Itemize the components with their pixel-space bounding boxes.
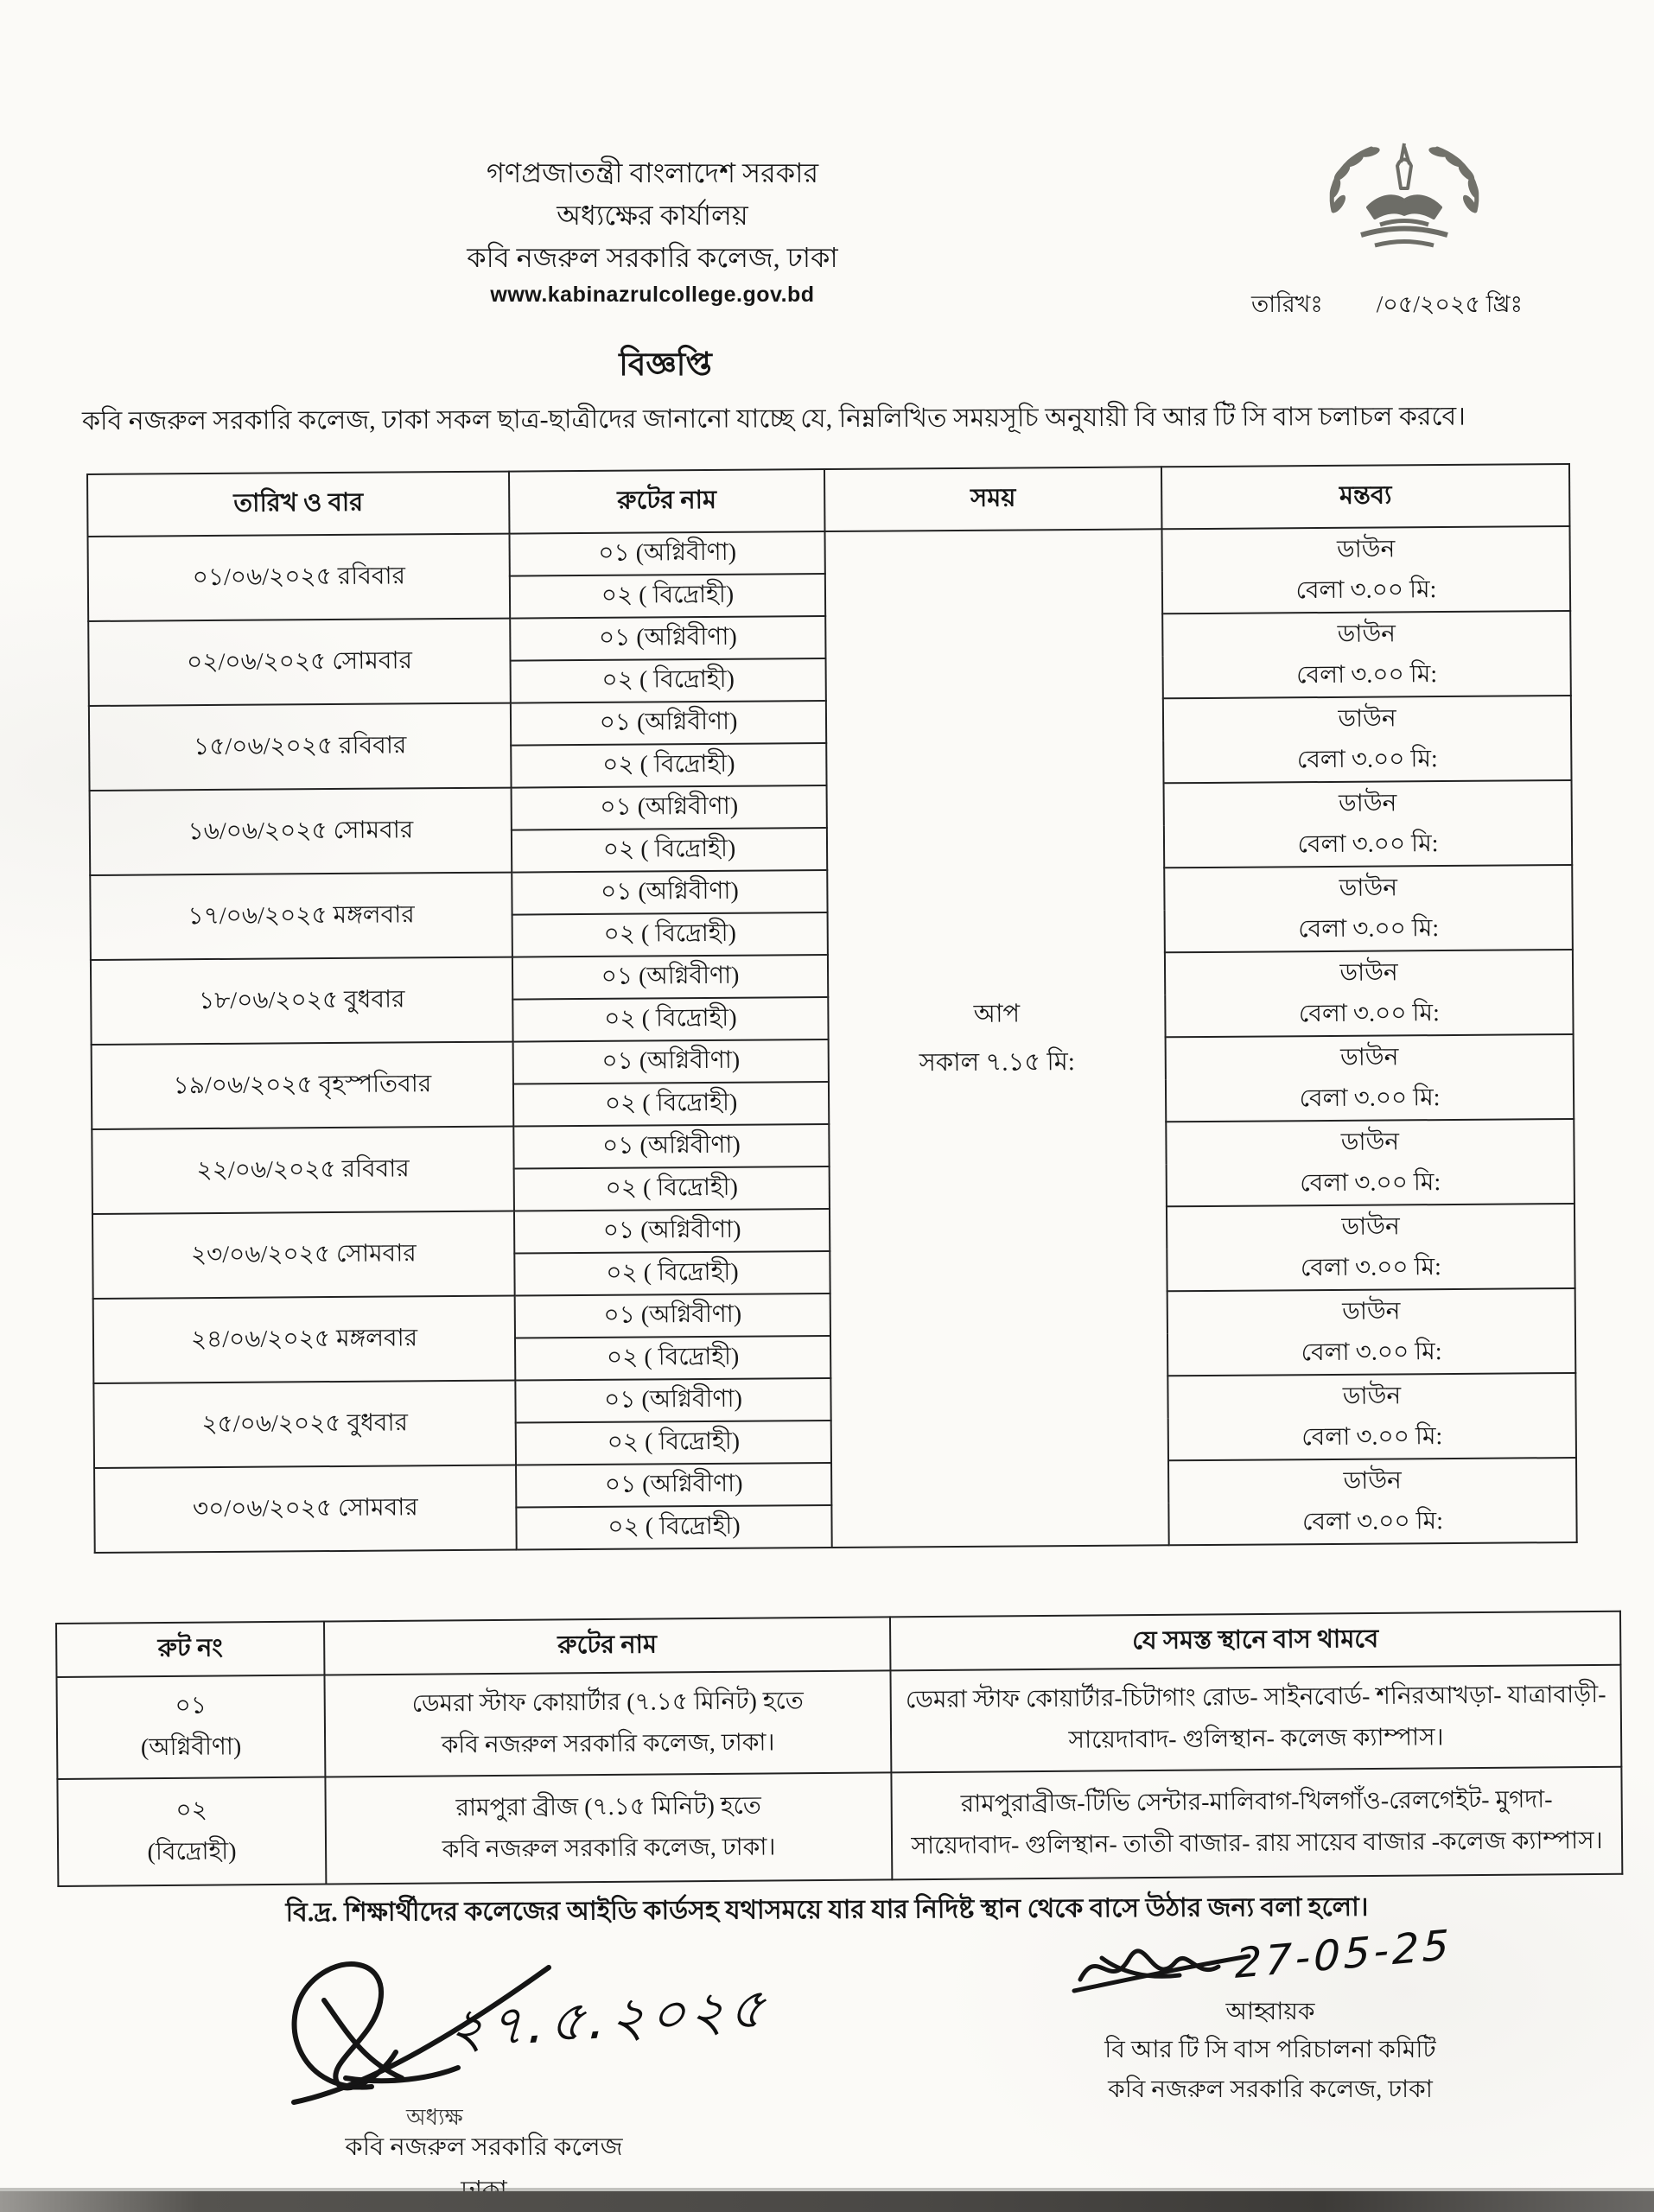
college-emblem-logo: [1301, 128, 1508, 257]
route-no-name: (অগ্নিবীণা): [140, 1733, 242, 1762]
remark-direction: ডাউন: [1342, 1382, 1402, 1410]
col-header-route-no: রুট নং: [56, 1622, 324, 1677]
remark-cell: [1168, 1458, 1577, 1545]
date-cell: ১৫/০৬/২০২৫ রবিবার: [89, 703, 512, 791]
col-header-route-name: রুটের নাম: [324, 1617, 890, 1675]
remark-cell: [1164, 865, 1573, 952]
date-cell: ২৪/০৬/২০২৫ মঙ্গলবার: [93, 1296, 516, 1383]
remark-cell: [1161, 526, 1570, 613]
remark-time: বেলা ৩.০০ মি:: [1297, 830, 1439, 859]
route-cell: ০১ (অগ্নিবীণা): [512, 955, 828, 1000]
route-cell: ০২ ( বিদ্রোহী): [510, 574, 825, 619]
route-cell: ০১ (অগ্নিবীণা): [515, 1294, 830, 1338]
convener-role-label: আহ্বায়ক: [1225, 1999, 1315, 2025]
route-cell: ০২ ( বিদ্রোহী): [514, 1251, 830, 1296]
route-cell: ০২ ( বিদ্রোহী): [516, 1421, 831, 1465]
route-cell: ০২ ( বিদ্রোহী): [513, 1082, 829, 1127]
route-cell: ০২ ( বিদ্রোহী): [512, 912, 828, 957]
route-cell: ০২ ( বিদ্রোহী): [511, 743, 826, 788]
principal-signature-block: [190, 1944, 778, 2195]
date-cell: ১৮/০৬/২০২৫ বুধবার: [91, 957, 513, 1045]
principal-role-label: অধ্যক্ষ: [406, 2105, 463, 2130]
route-stops-cell: রামপুরাব্রীজ-টিভি সেন্টার-মালিবাগ-খিলগাঁও-রেলগেইট- মুগদা- সায়েদাবাদ- গুলিস্থান- তাতী বাজার- রায় সায়েব বাজার -কলেজ ক্যাম্পাস।: [891, 1767, 1622, 1880]
date-cell: ৩০/০৬/২০২৫ সোমবার: [94, 1465, 517, 1553]
route-no: ০১: [175, 1692, 207, 1719]
remark-cell: [1167, 1288, 1576, 1376]
route-no-cell: [56, 1675, 325, 1779]
date-cell: ২৩/০৬/২০২৫ সোমবার: [92, 1211, 515, 1299]
time-value: সকাল ৭.১৫ মি:: [919, 1048, 1075, 1077]
remark-cell: [1165, 950, 1574, 1037]
letterhead: [337, 152, 968, 308]
remark-time: বেলা ৩.০০ মি:: [1301, 1508, 1444, 1536]
remark-cell: [1164, 780, 1573, 868]
date-cell: ১৬/০৬/২০২৫ সোমবার: [90, 788, 512, 875]
col-header-route: রুটের নাম: [509, 469, 824, 534]
route-cell: ০১ (অগ্নিবীণা): [510, 616, 825, 661]
remark-cell: [1166, 1034, 1574, 1122]
remark-time: বেলা ৩.০০ মি:: [1301, 1338, 1442, 1367]
remark-time: বেলা ৩.০০ মি:: [1299, 1084, 1441, 1113]
schedule-header-row: [87, 464, 1569, 537]
remark-time: বেলা ৩.০০ মি:: [1301, 1423, 1443, 1452]
date-cell: ০২/০৬/২০২৫ সোমবার: [88, 619, 511, 706]
committee-line: বি আর টি সি বাস পরিচালনা কমিটি: [1104, 2037, 1436, 2063]
office-line: অধ্যক্ষের কার্যালয়: [557, 200, 748, 231]
route-cell: ০২ ( বিদ্রোহী): [516, 1505, 831, 1550]
route-stops-cell: ডেমরা স্টাফ কোয়ার্টার-চিটাগাং রোড- সাইনবোর্ড- শনিরআখড়া- যাত্রাবাড়ী- সায়েদাবাদ- গুলিস্থান- কলেজ ক্যাম্পাস।: [890, 1665, 1621, 1773]
convener-signature-block: [1020, 1921, 1521, 2124]
route-cell: ০১ (অগ্নিবীণা): [512, 785, 827, 830]
remark-time: বেলা ৩.০০ মি:: [1298, 1000, 1440, 1028]
remark-time: বেলা ৩.০০ মি:: [1296, 746, 1438, 774]
route-name-cell: [325, 1772, 892, 1884]
route-name-line: কবি নজরুল সরকারি কলেজ, ঢাকা।: [441, 1729, 775, 1759]
route-name-line: ডেমরা স্টাফ কোয়ার্টার (৭.১৫ মিনিট) হতে: [411, 1688, 804, 1718]
route-cell: ০১ (অগ্নিবীণা): [516, 1463, 831, 1508]
remark-direction: ডাউন: [1338, 790, 1397, 817]
date-value: /০৫/২০২৫ খ্রিঃ: [1376, 291, 1524, 317]
col-header-stops: যে সমস্ত স্থানে বাস থামবে: [890, 1611, 1620, 1671]
route-cell: ০১ (অগ্নিবীণা): [515, 1378, 830, 1423]
route-name-cell: [324, 1670, 891, 1777]
table-row: [57, 1767, 1622, 1886]
remark-direction: ডাউন: [1340, 1128, 1400, 1156]
route-no-name: (বিদ্রোহী): [147, 1838, 237, 1866]
remark-cell: [1163, 696, 1572, 783]
route-cell: ০১ (অগ্নিবীণা): [513, 1039, 829, 1084]
principal-college-line: কবি নজরুল সরকারি কলেজ: [345, 2133, 623, 2161]
date-cell: ২২/০৬/২০২৫ রবিবার: [92, 1127, 514, 1214]
remark-direction: ডাউন: [1339, 959, 1398, 987]
scan-edge-artifact: [0, 2191, 1654, 2212]
remark-direction: ডাউন: [1338, 705, 1396, 733]
remark-direction: ডাউন: [1336, 536, 1396, 563]
table-row: [56, 1665, 1621, 1779]
remark-cell: [1162, 611, 1571, 698]
route-cell: ০২ ( বিদ্রোহী): [512, 828, 827, 873]
date-cell: ২৫/০৬/২০২৫ বুধবার: [93, 1381, 516, 1468]
remark-time: বেলা ৩.০০ মি:: [1300, 1169, 1441, 1198]
handwritten-date: ২৭.৫.২০২৫: [447, 1976, 771, 2063]
notice-intro-text: কবি নজরুল সরকারি কলেজ, ঢাকা সকল ছাত্র-ছাত্রীদের জানানো যাচ্ছে যে, নিম্নলিখিত সময়সূচি অনুযায়ী বি আর টি সি বাস চলাচল করবে।: [81, 402, 1466, 436]
col-header-date: তারিখ ও বার: [87, 472, 509, 537]
route-no-cell: [57, 1777, 326, 1886]
route-cell: ০১ (অগ্নিবীণা): [514, 1209, 830, 1254]
route-cell: ০২ ( বিদ্রোহী): [512, 997, 828, 1042]
remark-time: বেলা ৩.০০ মি:: [1298, 915, 1440, 944]
remark-time: বেলা ৩.০০ মি:: [1296, 661, 1438, 690]
route-no: ০২: [175, 1796, 208, 1824]
remark-cell: [1166, 1119, 1574, 1206]
nb-note-text: বি.দ্র. শিক্ষার্থীদের কলেজের আইডি কার্ডসহ যথাসময়ে যার যার নিদিষ্ট স্থান থেকে বাসে উঠার জন্য বলা হলো।: [285, 1892, 1369, 1928]
issue-date-line: [1251, 287, 1523, 326]
time-direction: আপ: [973, 1000, 1021, 1028]
remark-time: বেলা ৩.০০ মি:: [1295, 576, 1437, 605]
remark-direction: ডাউন: [1343, 1467, 1402, 1495]
remark-direction: ডাউন: [1339, 874, 1398, 902]
government-line: গণপ্রজাতন্ত্রী বাংলাদেশ সরকার: [486, 157, 819, 188]
remark-direction: ডাউন: [1341, 1213, 1400, 1241]
remark-direction: ডাউন: [1340, 1044, 1399, 1071]
route-cell: ০১ (অগ্নিবীণা): [509, 531, 824, 576]
route-name-line: রামপুরা ব্রীজ (৭.১৫ মিনিট) হতে: [455, 1792, 761, 1822]
route-cell: ০২ ( বিদ্রোহী): [511, 658, 826, 703]
date-cell: ০১/০৬/২০২৫ রবিবার: [88, 534, 511, 621]
route-stops-table: [55, 1611, 1623, 1887]
route-cell: ০২ ( বিদ্রোহী): [515, 1336, 830, 1381]
route-cell: ০১ (অগ্নিবীণা): [512, 870, 827, 915]
date-cell: ১৭/০৬/২০২৫ মঙ্গলবার: [90, 873, 512, 960]
remark-time: বেলা ৩.০০ মি:: [1300, 1254, 1441, 1282]
handwritten-date: 27-05-25: [1234, 1921, 1454, 1988]
remark-cell: [1167, 1204, 1575, 1291]
date-label: তারিখঃ: [1251, 291, 1323, 317]
college-name-line: কবি নজরুল সরকারি কলেজ, ঢাকা: [467, 242, 838, 273]
bus-schedule-table: [86, 463, 1578, 1554]
col-header-remark: মন্তব্য: [1161, 464, 1569, 529]
route-cell: ০১ (অগ্নিবীণা): [511, 701, 826, 746]
time-cell: [824, 529, 1168, 1548]
route-cell: ০২ ( বিদ্রোহী): [514, 1166, 830, 1211]
convener-signature-icon: [1067, 1932, 1257, 2001]
notice-title: বিজ্ঞপ্তি: [619, 347, 712, 383]
route-name-line: কবি নজরুল সরকারি কলেজ, ঢাকা।: [442, 1834, 776, 1864]
remark-cell: [1167, 1373, 1576, 1460]
date-cell: ১৯/০৬/২০২৫ বৃহস্পতিবার: [92, 1042, 514, 1129]
remark-direction: ডাউন: [1342, 1298, 1401, 1325]
col-header-time: সময়: [824, 467, 1161, 531]
route-cell: ০১ (অগ্নিবীণা): [513, 1124, 829, 1169]
remark-direction: ডাউন: [1337, 620, 1396, 648]
convener-college-line: কবি নজরুল সরকারি কলেজ, ঢাকা: [1108, 2076, 1433, 2103]
college-website: www.kabinazrulcollege.gov.bd: [490, 283, 815, 307]
